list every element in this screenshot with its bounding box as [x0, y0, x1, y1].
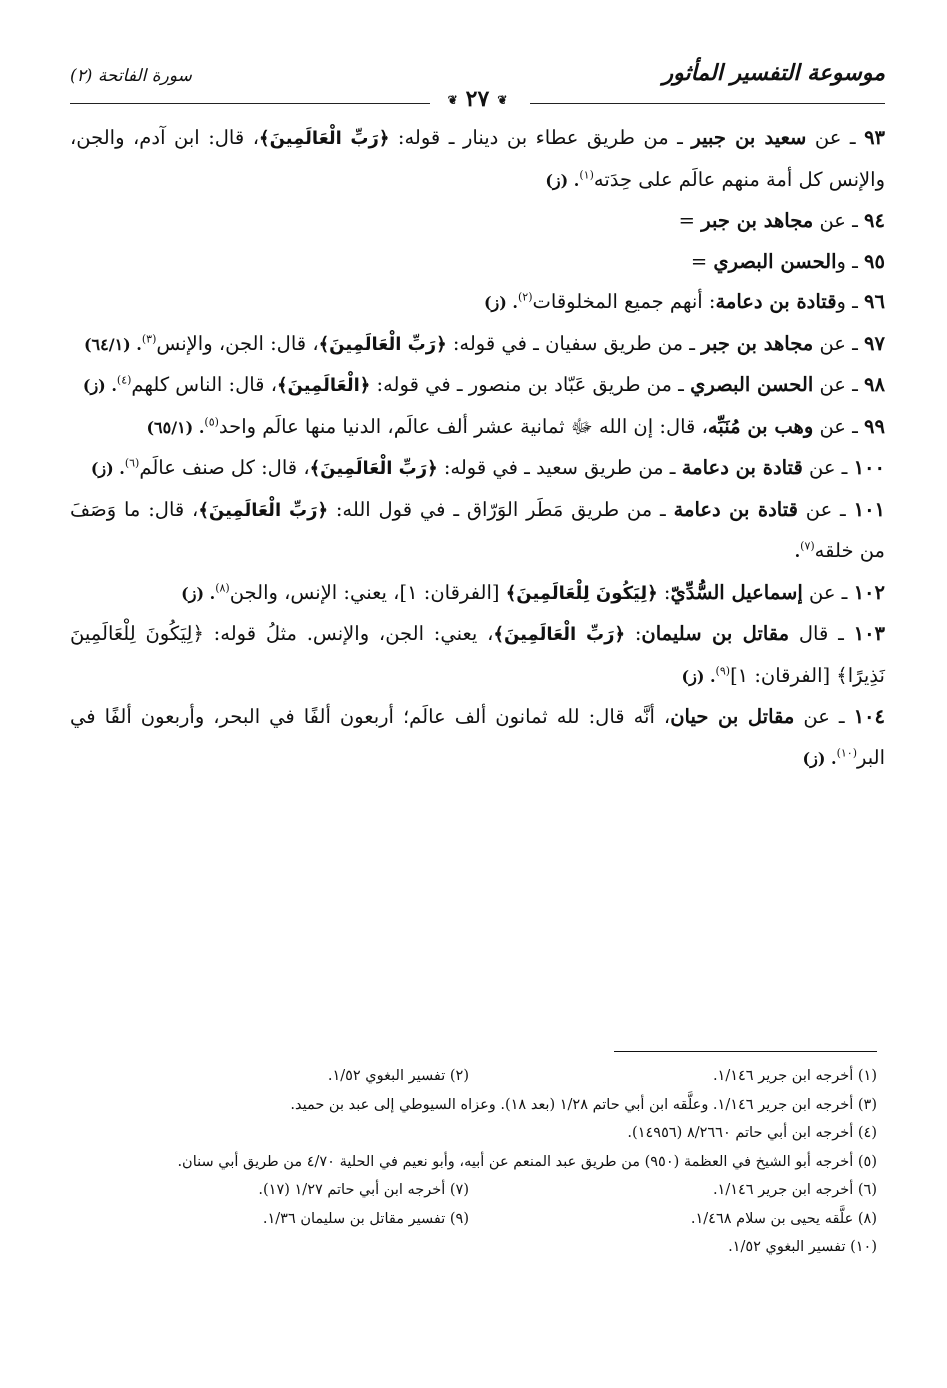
footnote-10: (١٠) تفسير البغوي ١/٥٢.	[728, 1239, 877, 1255]
page-number: ٢٧	[465, 86, 490, 112]
entry-name: سعيد بن جبير	[691, 126, 807, 149]
entry-text: [الفرقان: ١]، يعني: الإنس، والجن	[229, 580, 506, 604]
entry-sup: (٨)	[215, 581, 230, 594]
entry-ref: . (ز)	[82, 376, 117, 395]
entry-101	[70, 490, 885, 573]
entry-text: :	[625, 622, 642, 645]
footnote-row	[62, 1176, 877, 1205]
entry-num: ٩٤	[864, 209, 885, 232]
entry-text: ، قال: الناس كلهم	[131, 373, 277, 396]
footnote-1: (١) أخرجه ابن جرير ١/١٤٦.	[712, 1068, 877, 1084]
entry-102	[70, 573, 885, 615]
entry-text: ـ من طريق مَطَر الوَرّاق ـ في قول الله:	[328, 497, 674, 521]
entry-ref: . (ز)	[681, 666, 716, 686]
entry-text: ـ عن	[806, 126, 856, 149]
entry-num: ١٠١	[853, 497, 886, 521]
entry-ref: . (ز)	[483, 293, 518, 312]
entry-num: ١٠٢	[853, 580, 885, 604]
footnote-row	[62, 1205, 877, 1234]
footnote-8: (٨) علَّقه يحيى بن سلام ١/٤٦٨.	[690, 1210, 877, 1227]
entry-text: ـ عن	[797, 497, 846, 521]
entry-quran: ﴿رَبِّ الْعَالَمِينَ﴾	[309, 458, 438, 479]
entry-text: ـ عن	[794, 705, 845, 728]
entry-ref: .	[794, 542, 801, 561]
entry-name: إسماعيل السُّدِّيّ	[670, 580, 803, 604]
entry-94	[70, 201, 885, 242]
entry-num: ٩٨	[864, 373, 885, 396]
entry-text: ، قال: إن الله ﷻ ثمانية عشر ألف عالَم، الدنيا منها عالَم واحد	[218, 414, 708, 438]
entry-104	[70, 697, 885, 779]
footnotes	[62, 1062, 877, 1262]
entry-text: ـ من طريق عطاء بن دينار ـ قوله:	[389, 126, 692, 149]
ornament-icon: ❦	[497, 93, 508, 107]
entry-text: :	[657, 580, 671, 604]
entry-sup: (١٠)	[836, 746, 857, 759]
footnote-6: (٦) أخرجه ابن جرير ١/١٤٦.	[712, 1182, 877, 1198]
entry-ref: . (ز)	[802, 748, 837, 768]
footnote-9: (٩) تفسير مقاتل بن سليمان ١/٣٦.	[262, 1210, 469, 1227]
footnote-row	[62, 1148, 877, 1177]
entry-name: وهب بن مُنَبِّه	[707, 414, 814, 438]
page-header	[70, 52, 885, 112]
entry-num: ٩٦	[864, 290, 885, 313]
entry-name: مقاتل بن حيان	[670, 705, 795, 728]
footnote-row	[62, 1233, 877, 1262]
entry-ref: . (٦٤/١)	[83, 334, 142, 354]
footnote-rule	[614, 1051, 877, 1052]
footnote-2: (٢) تفسير البغوي ١/٥٢.	[327, 1068, 469, 1084]
entry-num: ٩٣	[864, 126, 886, 149]
entry-num: ١٠٠	[853, 456, 885, 479]
entries	[70, 118, 885, 779]
entry-text: ـ عن	[802, 456, 848, 479]
entry-sup: (٧)	[800, 539, 815, 553]
entry-sup: (٩)	[715, 664, 731, 677]
entry-text: ، قال: ما وَصَفَ من خلقه	[70, 497, 885, 562]
entry-name: الحسن البصري	[713, 249, 837, 273]
footnote-4: (٤) أخرجه ابن أبي حاتم ٨/٢٦٦٠ (١٤٩٥٦).	[627, 1125, 877, 1141]
entry-text: ـ عن	[802, 580, 848, 604]
book-title: موسوعة التفسير المأثور	[662, 60, 885, 86]
entry-quran: ﴿رَبِّ الْعَالَمِينَ﴾	[259, 128, 390, 149]
header-rule-left	[70, 103, 430, 104]
entry-103	[70, 614, 885, 697]
entry-text: ـ و	[836, 249, 858, 273]
entry-name: قتادة بن دعامة	[673, 497, 798, 521]
entry-text: =	[678, 209, 702, 232]
entry-ref: . (ز)	[545, 170, 580, 190]
entry-sup: (٦)	[124, 456, 140, 470]
entry-quran: ﴿الْعَالَمِينَ﴾	[277, 375, 371, 396]
entry-97	[70, 324, 885, 366]
entry-num: ١٠٣	[853, 622, 886, 645]
entry-name: مجاهد بن جبر	[701, 209, 814, 232]
entry-name: مجاهد بن جبر	[701, 331, 814, 355]
entry-quran: ﴿لِيَكُونَ لِلْعَالَمِينَ﴾	[505, 582, 658, 604]
entry-sup: (١)	[579, 168, 594, 181]
header-rule-right	[530, 103, 885, 104]
entry-quran: ﴿رَبِّ الْعَالَمِينَ﴾	[493, 624, 626, 645]
entry-text: ، يعني: الجن، والإنس. مثلُ قوله: ﴿لِيَكُونَ لِلْعَالَمِينَ نَذِيرًا﴾ [الفرقان: ١]	[70, 622, 885, 687]
entry-sup: (٢)	[518, 290, 533, 304]
entry-text: ، قال: كل صنف عالَم	[139, 456, 310, 479]
entry-text: ـ من طريق سفيان ـ في قوله:	[446, 331, 702, 355]
entry-text: ـ عن	[813, 414, 858, 438]
entry-text: ، قال: الجن، والإنس	[156, 331, 319, 355]
entry-text: ـ عن	[813, 331, 858, 355]
entry-ref: . (٦٥/١)	[146, 417, 205, 437]
entry-text: ـ و	[836, 290, 858, 313]
entry-num: ١٠٤	[853, 705, 885, 728]
entry-98	[70, 365, 885, 407]
entry-text: ، أنَّه قال: لله ثمانون ألف عالَم؛ أربعون ألفًا في البحر، وأربعون ألفًا في البر	[70, 705, 885, 769]
entry-text: ـ عن	[813, 373, 858, 396]
entry-name: قتادة بن دعامة	[681, 456, 803, 479]
entry-text: ، قال: ابن آدم، والجن، والإنس كل أمة منهم عالَم على حِدَته	[70, 126, 885, 191]
entry-num: ٩٧	[864, 331, 885, 355]
entry-95	[70, 242, 885, 283]
entry-name: قتادة بن دعامة	[715, 290, 837, 313]
entry-93	[70, 118, 885, 201]
footnote-row	[62, 1062, 877, 1091]
entry-96	[70, 282, 885, 324]
footnote-row	[62, 1091, 877, 1120]
entry-quran: ﴿رَبِّ الْعَالَمِينَ﴾	[198, 499, 329, 521]
entry-text: ـ عن	[813, 209, 858, 232]
entry-text: : أنهم جميع المخلوقات	[532, 290, 716, 313]
entry-num: ٩٩	[864, 414, 885, 438]
entry-quran: ﴿رَبِّ الْعَالَمِينَ﴾	[318, 333, 447, 355]
entry-name: الحسن البصري	[690, 373, 814, 396]
entry-ref: . (ز)	[90, 459, 125, 478]
entry-name: مقاتل بن سليمان	[641, 622, 790, 645]
entry-text: ـ قال	[789, 622, 844, 645]
footnote-7: (٧) أخرجه ابن أبي حاتم ١/٢٧ (١٧).	[258, 1182, 469, 1198]
surah-title: سورة الفاتحة (٢)	[70, 66, 192, 86]
entry-ref: . (ز)	[181, 583, 216, 603]
entry-sup: (٤)	[116, 373, 132, 387]
page-number-group	[440, 86, 516, 112]
page	[70, 52, 885, 779]
footnote-3: (٣) أخرجه ابن جرير ١/١٤٦. وعلَّقه ابن أبي حاتم ١/٢٨ (بعد ١٨). وعزاه السيوطي إلى عبد بن حميد.	[290, 1096, 877, 1113]
entry-text: ـ من طريق سعيد ـ في قوله:	[437, 456, 682, 479]
entry-sup: (٣)	[141, 332, 157, 345]
entry-sup: (٥)	[204, 415, 219, 428]
footnote-5: (٥) أخرجه أبو الشيخ في العظمة (٩٥٠) من طريق عبد المنعم عن أبيه، وأبو نعيم في الحلية ٤/٧٠ من طريق أبي سنان.	[177, 1153, 877, 1170]
entry-99	[70, 407, 885, 449]
entry-100	[70, 448, 885, 490]
ornament-icon: ❦	[447, 93, 458, 107]
entry-num: ٩٥	[864, 249, 885, 273]
entry-text: ـ من طريق عَبّاد بن منصور ـ في قوله:	[370, 373, 691, 396]
footnote-row	[62, 1119, 877, 1148]
entry-text: =	[690, 249, 714, 273]
